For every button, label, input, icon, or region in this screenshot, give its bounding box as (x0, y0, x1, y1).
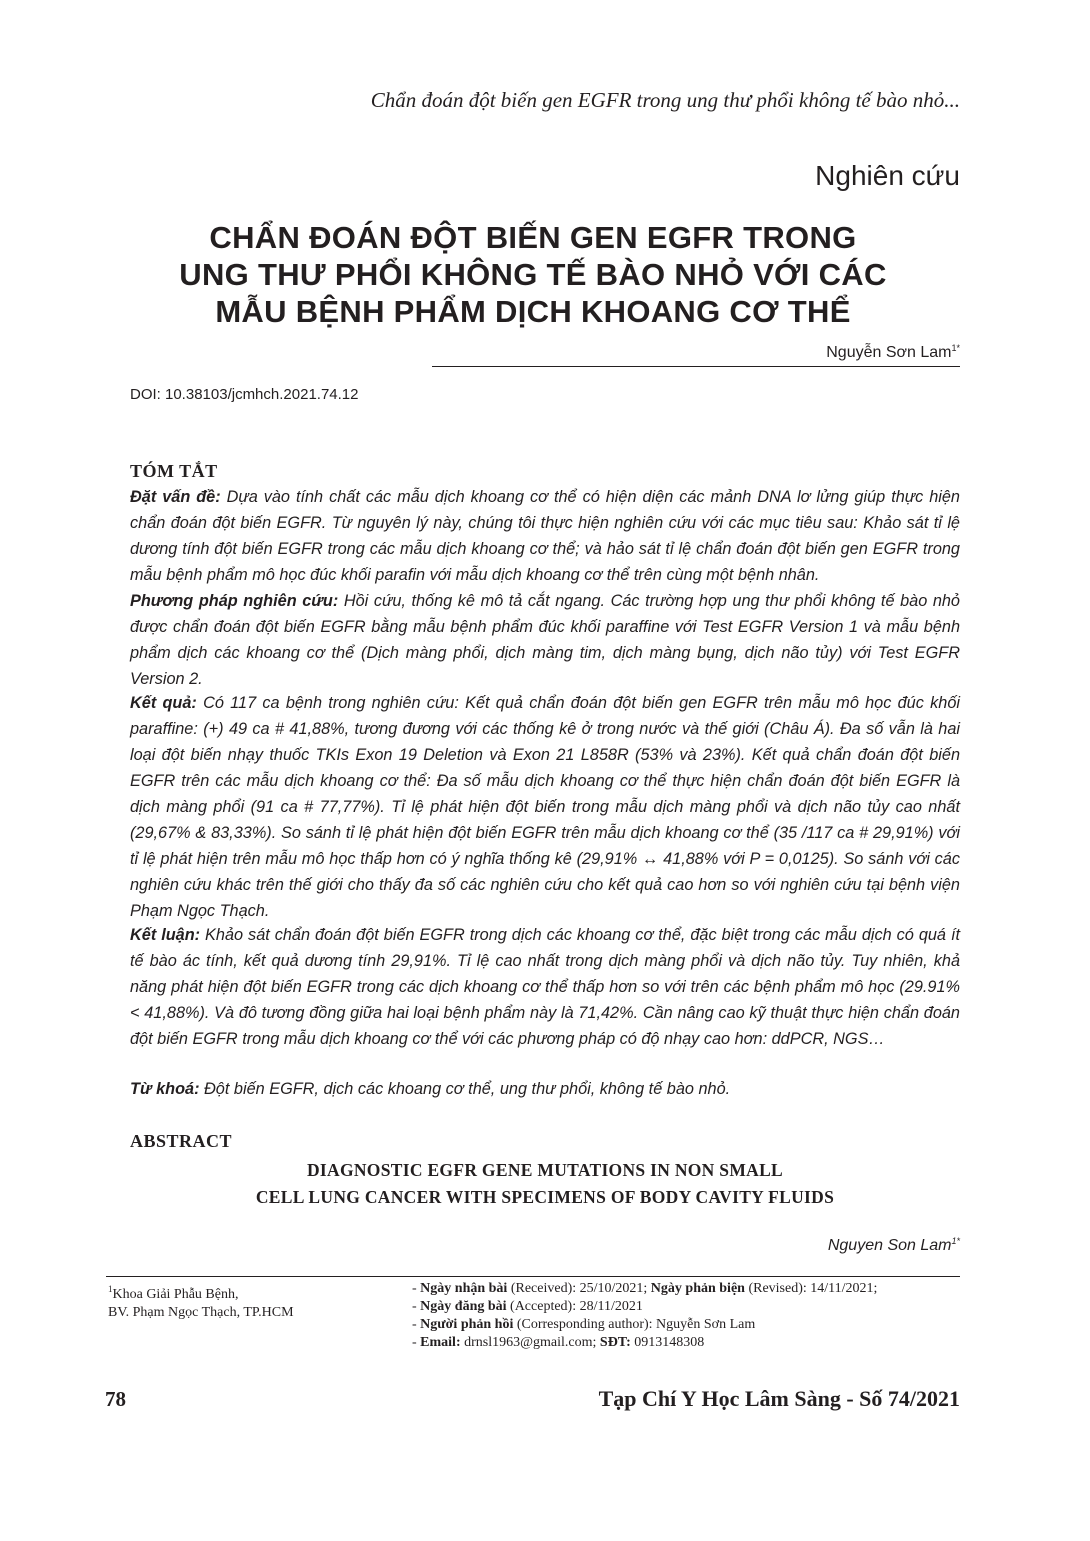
contact-line: - Email: drnsl1963@gmail.com; SĐT: 0913148308 (412, 1335, 705, 1350)
author-vn (600, 343, 960, 362)
methods-label: Phương pháp nghiên cứu: (130, 592, 339, 610)
dates-accepted-line: - Ngày đăng bài (Accepted): 28/11/2021 (412, 1299, 643, 1314)
received-label: Ngày nhận bài (420, 1281, 508, 1296)
article-title-vn (130, 219, 936, 330)
phone-label: SĐT: (599, 1335, 631, 1350)
received-text: (Received): 25/10/2021; (507, 1281, 651, 1296)
author-mark: 1* (951, 343, 960, 353)
email-text: drnsl1963@gmail.com; (460, 1335, 600, 1350)
background-text: Dựa vào tính chất các mẫu dịch khoang cơ thể có hiện diện các mảnh DNA lơ lửng giúp thực hiện chẩn đoán đột biến EGFR. Từ nguyên lý này, chúng tôi thực hiện nghiên cứu với các mục tiêu sau: Khảo sát tỉ lệ dương tính đột biến EGFR trong các mẫu dịch khoang cơ thể; và hảo sát tỉ lệ chẩn đoán đột biến gen EGFR trong mẫu bệnh phẩm mô học đúc khối parafin với mẫu dịch khoang cơ thể trên cùng một bệnh nhân. (130, 488, 960, 584)
title-line-1: CHẨN ĐOÁN ĐỘT BIẾN GEN EGFR TRONG (209, 220, 857, 255)
accepted-label: Ngày đăng bài (420, 1299, 507, 1314)
phone-text: 0913148308 (630, 1335, 705, 1350)
conclusion-label: Kết luận: (130, 926, 201, 944)
email-label: Email: (420, 1335, 461, 1350)
summary-results (130, 690, 960, 924)
results-label: Kết quả: (130, 694, 197, 712)
article-dates (412, 1280, 877, 1352)
author-divider (432, 366, 960, 367)
article-title-en (130, 1157, 960, 1211)
keywords-label: Từ khoá: (130, 1080, 200, 1098)
section-label: Nghiên cứu (815, 160, 960, 191)
accepted-text: (Accepted): 28/11/2021 (506, 1299, 643, 1314)
author-en (600, 1236, 960, 1255)
summary-background (130, 484, 960, 588)
affiliation-line-1: Khoa Giải Phẫu Bệnh, (112, 1287, 239, 1302)
results-text: Có 117 ca bệnh trong nghiên cứu: Kết quả chẩn đoán đột biến gen EGFR trên mẫu mô học đúc khối paraffine: (+) 49 ca # 41,88%, tương đương với các thống kê ở trong nước và thế giới (Châu Á). Đa số vẫn là hai loại đột biến nhạy thuốc TKIs Exon 19 Deletion và Exon 21 L858R (53% và 23%). Kết quả chẩn đoán đột biến EGFR trên các mẫu dịch khoang cơ thể: Đa số mẫu dịch khoang cơ thể thực hiện chẩn đoán đột biến EGFR là dịch màng phổi (91 ca # 77,77%). Tỉ lệ phát hiện đột biến trong mẫu dịch màng phổi và dịch não tủy cao nhất (29,67% & 83,33%). So sánh tỉ lệ phát hiện đột biến EGFR trên mẫu dịch khoang cơ thể (35 /117 ca # 29,91%) với tỉ lệ phát hiện trên mẫu mô học thấp hơn có ý nghĩa thống kê (29,91% ↔ 41,88% với P = 0,0125). So sánh với các nghiên cứu khác trên thế giới cho thấy đa số các nghiên cứu cho kết quả cao hơn so với nghiên cứu tại bệnh viện Phạm Ngọc Thạch. (130, 694, 960, 920)
summary-methods (130, 588, 960, 692)
en-title-line-1: DIAGNOSTIC EGFR GENE MUTATIONS IN NON SMALL (306, 1160, 784, 1180)
methods-text: Hồi cứu, thống kê mô tả cắt ngang. Các trường hợp ung thư phổi không tế bào nhỏ được chẩn đoán đột biến EGFR bằng mẫu bệnh phẩm đúc khối paraffine với Test EGFR Version 1 và mẫu bệnh phẩm dịch các khoang cơ thể (Dịch màng phổi, dịch màng tim, dịch màng bụng, dịch não tủy) với Test EGFR Version 2. (130, 592, 960, 688)
footnote-divider (106, 1276, 960, 1277)
affiliation (108, 1280, 294, 1322)
author-en-name: Nguyen Son Lam (827, 1237, 952, 1254)
author-name: Nguyễn Sơn Lam (826, 344, 952, 361)
revised-label: Ngày phản biện (650, 1281, 745, 1296)
title-line-3: MẪU BỆNH PHẨM DỊCH KHOANG CƠ THỂ (215, 294, 851, 329)
summary-heading: TÓM TẮT (130, 461, 218, 481)
doi: DOI: 10.38103/jcmhch.2021.74.12 (130, 386, 359, 403)
abstract-heading: ABSTRACT (130, 1131, 233, 1151)
dates-received-line: - Ngày nhận bài (Received): 25/10/2021; Ngày phản biện (Revised): 14/11/2021; (412, 1281, 878, 1296)
revised-text: (Revised): 14/11/2021; (744, 1281, 878, 1296)
journal-name: Tạp Chí Y Học Lâm Sàng - Số 74/2021 (598, 1386, 960, 1411)
author-en-mark: 1* (951, 1236, 960, 1246)
corresponding-line: - Người phản hồi (Corresponding author): Nguyễn Sơn Lam (412, 1317, 756, 1332)
affiliation-line-2: BV. Phạm Ngọc Thạch, TP.HCM (108, 1305, 294, 1320)
corresponding-text: (Corresponding author): Nguyễn Sơn Lam (513, 1317, 756, 1332)
summary-keywords (130, 1076, 960, 1102)
running-header: Chẩn đoán đột biến gen EGFR trong ung thư phổi không tế bào nhỏ... (370, 88, 960, 112)
corresponding-label: Người phản hồi (420, 1317, 514, 1332)
conclusion-text: Khảo sát chẩn đoán đột biến EGFR trong dịch các khoang cơ thể, đặc biệt trong các mẫu dịch có quá ít tế bào ác tính, kết quả dương tính 29,91%. Tỉ lệ cao nhất trong dịch màng phổi và dịch não tủy. Tuy nhiên, khả năng phát hiện đột biến EGFR trong các dịch khoang cơ thể thấp hơn so với trên các bệnh phẩm mô học (29.91% < 41,88%). Và đô tương đồng giữa hai loại bệnh phẩm này là 71,42%. Cần nâng cao kỹ thuật thực hiện chẩn đoán đột biến EGFR trong mẫu dịch khoang cơ thể với các phương pháp có độ nhạy cao hơn: ddPCR, NGS… (130, 926, 960, 1048)
affiliation-mark: 1 (108, 1284, 113, 1294)
title-line-2: UNG THƯ PHỔI KHÔNG TẾ BÀO NHỎ VỚI CÁC (179, 257, 887, 292)
summary-conclusion (130, 922, 960, 1052)
background-label: Đặt vấn đề: (130, 488, 221, 506)
en-title-line-2: CELL LUNG CANCER WITH SPECIMENS OF BODY CAVITY FLUIDS (255, 1187, 835, 1207)
page-number: 78 (105, 1387, 126, 1411)
keywords-text: Đột biến EGFR, dịch các khoang cơ thể, ung thư phổi, không tế bào nhỏ. (199, 1080, 731, 1098)
